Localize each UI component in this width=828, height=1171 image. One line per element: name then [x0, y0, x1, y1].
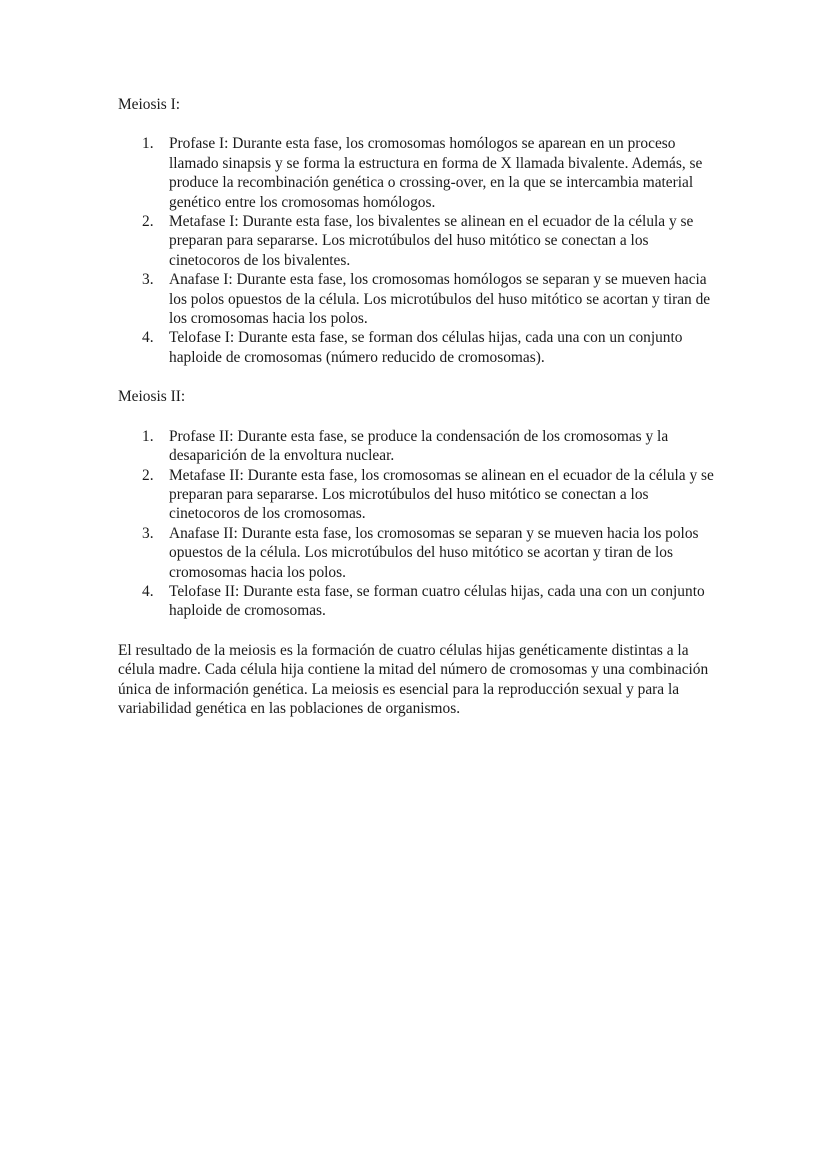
- list-item-text: Telofase I: Durante esta fase, se forman dos células hijas, cada una con un conjunto haploide de cromosomas (número reducido de cromosomas).: [169, 329, 683, 366]
- phase-list-meiosis-2: [118, 427, 718, 621]
- phase-list-meiosis-1: [118, 134, 718, 367]
- list-item: [142, 466, 718, 524]
- list-item-text: Telofase II: Durante esta fase, se forman cuatro células hijas, cada una con un conjunto haploide de cromosomas.: [169, 582, 705, 620]
- section-title-meiosis-1: Meiosis I:: [118, 96, 180, 113]
- list-item: [142, 524, 718, 582]
- list-item: [142, 134, 718, 212]
- list-item-text: Metafase II: Durante esta fase, los cromosomas se alinean en el ecuador de la célula y se preparan para separarse. Los microtúbulos del huso mitótico se conectan a los cinetocoros de los cromosomas.: [169, 466, 714, 523]
- list-item-number: 3.: [142, 271, 154, 289]
- list-item-text: Profase I: Durante esta fase, los cromosomas homólogos se aparean en un proceso llamado sinapsis y se forma la estructura en forma de X llamada bivalente. Además, se produce la recombinación genética o crossing-over, en la que se intercambia material genético entre los cromosomas homólogos.: [169, 135, 703, 211]
- list-item-number: 2.: [142, 213, 154, 231]
- list-item-number: 4.: [142, 329, 154, 347]
- list-item-number: 4.: [142, 582, 154, 600]
- list-item: [142, 270, 718, 328]
- list-item-number: 1.: [142, 135, 154, 153]
- list-item-number: 2.: [142, 466, 154, 484]
- list-item: [142, 212, 718, 270]
- list-item: [142, 582, 718, 621]
- section-title-meiosis-2: Meiosis II:: [118, 388, 186, 406]
- list-item-number: 3.: [142, 524, 154, 542]
- list-item: [142, 427, 718, 466]
- list-item-text: Anafase I: Durante esta fase, los cromosomas homólogos se separan y se mueven hacia los polos opuestos de la célula. Los microtúbulos del huso mitótico se acortan y tiran de los cromosomas hacia los polos.: [169, 271, 711, 328]
- document-body: [118, 95, 718, 718]
- list-item-text: Metafase I: Durante esta fase, los bivalentes se alinean en el ecuador de la célula y se preparan para separarse. Los microtúbulos del huso mitótico se conectan a los cinetocoros de los bivalentes.: [169, 213, 694, 269]
- list-item-text: Anafase II: Durante esta fase, los cromosomas se separan y se mueven hacia los polos opuestos de la célula. Los microtúbulos del huso mitótico se acortan y tiran de los cromosomas hacia los polos.: [169, 524, 699, 581]
- conclusion-paragraph: El resultado de la meiosis es la formación de cuatro células hijas genéticamente distintas a la célula madre. Cada célula hija contiene la mitad del número de cromosomas y una combinación única de información genética. La meiosis es esencial para la reproducción sexual y para la variabilidad genética en las poblaciones de organismos.: [118, 641, 709, 717]
- list-item-number: 1.: [142, 427, 154, 445]
- list-item-text: Profase II: Durante esta fase, se produce la condensación de los cromosomas y la desaparición de la envoltura nuclear.: [169, 427, 669, 465]
- list-item: [142, 328, 718, 367]
